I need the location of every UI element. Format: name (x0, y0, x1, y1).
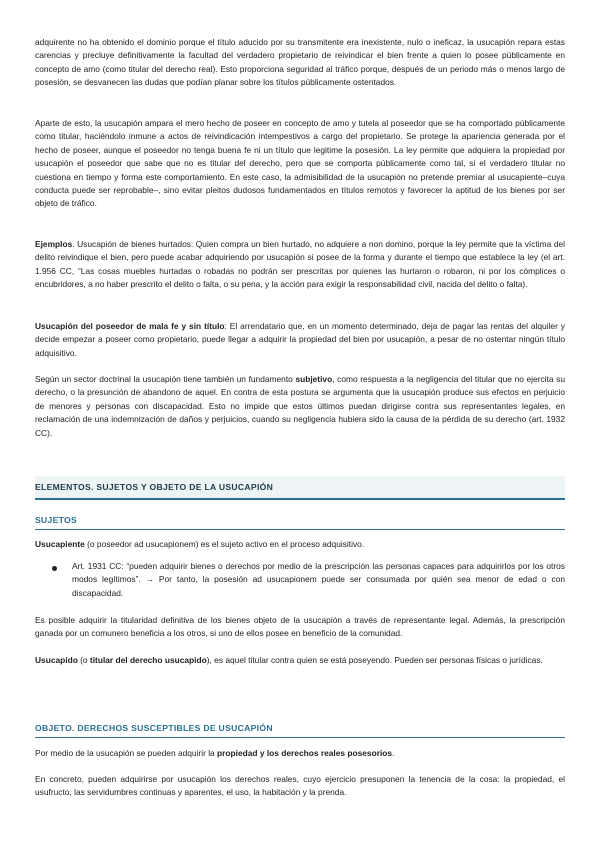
paragraph-text: Aparte de esto, la usucapión ampara el mero hecho de poseer en concepto de amo y tutela al poseedor que se ha comportado públicamente como titular, haciéndolo inmune a actos de reivindicación intempestivos a cargo del propietario. Se protege la apariencia generada por el hecho de poseer, aunque el poseedor no tenga buena fe ni un título que legitime la posesión. La ley permite que adquiera la propiedad por usucapión el poseedor que sabe que no es titular del derecho, pero que se comporta públicamente como tal, si el verdadero titular no cuestiona en tiempo y forma este comportamiento. En este caso, la admisibilidad de la usucapión no pretende premiar al usucapiente–cuya conducta puede ser reprobable–, sino evitar pleitos dudosos fundamentados en títulos remotos y favorecer la aptitud de los bienes por ser objeto de tráfico. (35, 118, 565, 209)
paragraph-text: ), es aquel titular contra quien se está poseyendo. Pueden ser personas físicas o jurídicas. (206, 655, 543, 665)
paragraph-text: , como respuesta a la negligencia del titular que no ejercita su derecho, o la presunción de abandono de aquel. En contra de esta postura se argumenta que la usucapión produce sus efectos en perjuicio de menores y personas con discapacidad. Esto no impide que estos últimos puedan dirigirse contra sus representantes legales, en reclamación de una indemnización de daños y perjuicios, cuando su negligencia hubiera sido la causa de la pérdida de su derecho (art. 1932 CC). (35, 374, 565, 438)
paragraph-representative (35, 614, 565, 641)
subsection-heading-objeto (35, 720, 565, 738)
titular-term: titular del derecho usucapido (89, 655, 207, 665)
paragraph-text: . (392, 748, 395, 758)
paragraph-text: adquirente no ha obtenido el dominio porque el título aducido por su transmitente era inexistente, nulo o ineficaz, la usucapión repara estas carencias y precluye definitivamente la facultad del verdadero propietario de reivindicar el bien frente a quien lo posee públicamente en concepto de amo (como titular del derecho real). Esto proporciona seguridad al tráfico porque, después de un periodo más o menos largo de posesión, se desvanecen las dudas que podían planar sobre los títulos públicamente ostentados. (35, 37, 565, 88)
section-heading (35, 476, 565, 500)
subjective-term: subjetivo (295, 374, 333, 384)
paragraph-text: : El arrendatario que, en un momento determinado, deja de pagar las rentas del alquiler y decide empezar a poseer como propietario, puede llegar a adquirir la propiedad del bien por usucapión, a pesar de no ostentar ningún título adquisitivo. (35, 321, 565, 358)
paragraph-text: . Usucapión de bienes hurtados: Quien compra un bien hurtado, no adquiere a non domino, porque la ley permite que la víctima del delito reivindique el bien, pero puede acabar adquiriendo por usucapión si posee de la forma y durante el tiempo que establece la ley (el art. 1.956 CC, “Las cosas muebles hurtadas o robadas no podrán ser prescritas por quienes las hurtaron o robaron, ni por los cómplices o encubridores, a no haber prescrito el delito o falta, o su pena, y la acción para exigir la responsabilidad civil, nacida del delito o falta). (35, 239, 565, 290)
bad-faith-label: Usucapión del poseedor de mala fe y sin título (35, 321, 225, 331)
subsection-title: OBJETO. DERECHOS SUSCEPTIBLES DE USUCAPIÓN (35, 723, 273, 733)
examples-label: Ejemplos (35, 239, 73, 249)
paragraph-subjective-basis (35, 373, 565, 440)
subsection-title: SUJETOS (35, 515, 78, 525)
paragraph-text: Es posible adquirir la titularidad definitiva de los bienes objeto de la usucapión a través de representante legal. Además, la prescripción ganada por un comunero beneficia a los otros, si uno de ellos posee en beneficio de la comunidad. (35, 615, 565, 639)
subsection-heading-sujetos (35, 512, 565, 530)
paragraph-usucapiente (35, 538, 565, 551)
paragraph-usucapido (35, 654, 565, 667)
usucapiente-term: Usucapiente (35, 539, 85, 549)
paragraph-bad-faith (35, 320, 565, 360)
paragraph-possession-protection (35, 117, 565, 211)
rights-term: propiedad y los derechos reales posesorios (217, 748, 393, 758)
paragraph-objeto-detail (35, 773, 565, 800)
paragraph-text: Según un sector doctrinal la usucapión tiene también un fundamento (35, 374, 296, 384)
bullet-icon (52, 566, 57, 571)
bullet-text: Art. 1931 CC: “pueden adquirir bienes o derechos por medio de la prescripción las personas capaces para adquirirlos por los otros modos legítimos”. → Por tanto, la posesión ad usucapionem puede ser consumada por quién sea menor de edad o con discapacidad. (72, 561, 565, 598)
bullet-item-art-1931 (72, 560, 565, 600)
section-title: ELEMENTOS. SUJETOS Y OBJETO DE LA USUCAPIÓN (35, 482, 274, 492)
paragraph-text: En concreto, pueden adquirirse por usucapión los derechos reales, cuyo ejercicio presuponen la tenencia de la cosa: la propiedad, el usufructo, las servidumbres continuas y aparentes, el uso, la habitación y la prenda. (35, 774, 565, 798)
paragraph-examples (35, 238, 565, 292)
paragraph-text: (o poseedor ad usucapionem) es el sujeto activo en el proceso adquisitivo. (84, 539, 365, 549)
paragraph-text: (o (77, 655, 90, 665)
paragraph-title-defects (35, 36, 565, 90)
usucapido-term: Usucapido (35, 655, 78, 665)
paragraph-objeto-intro (35, 747, 565, 760)
paragraph-text: Por medio de la usucapión se pueden adquirir la (35, 748, 218, 758)
